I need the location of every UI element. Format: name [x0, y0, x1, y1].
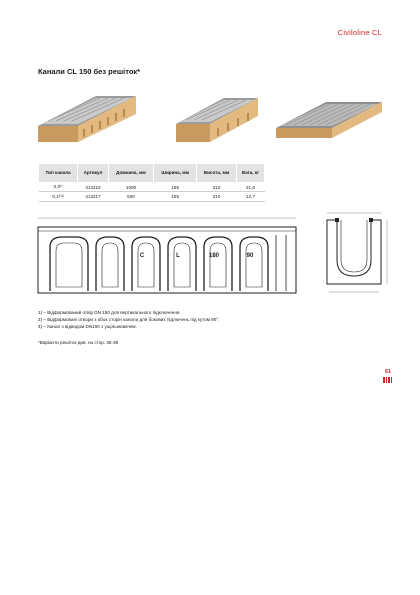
col-width: Ширина, мм	[154, 164, 197, 183]
page-marker	[383, 377, 392, 383]
product-images	[36, 88, 386, 148]
table-header-row	[39, 164, 265, 183]
cell-height: 210	[197, 183, 237, 192]
spec-table	[38, 163, 265, 202]
page-marker-bar	[386, 377, 388, 383]
footnote-2: 2) – Відформовані отвори з обох сторін канала для бокових підлючень під кутом 90°.	[38, 317, 220, 323]
cell-height: 210	[197, 192, 237, 201]
cell-length: 1000	[108, 183, 154, 192]
channel-image-grate	[276, 102, 382, 138]
cell-width: 185	[154, 183, 197, 192]
col-length: Довжина, мм	[108, 164, 154, 183]
cell-article: 413217	[78, 192, 108, 201]
channel-image-500	[176, 98, 258, 142]
cross-section-drawing	[319, 210, 389, 294]
table-row	[39, 192, 265, 201]
cell-length: 500	[108, 192, 154, 201]
col-article: Артикул	[78, 164, 108, 183]
drawing-mark-90: 90	[246, 253, 254, 259]
cell-weight: 12,7	[236, 192, 264, 201]
drawing-mark-l: L	[176, 253, 180, 259]
page-marker-bar	[391, 377, 393, 383]
page-title: Канали CL 150 без решіток*	[38, 67, 141, 76]
brand-label: Civiloline CL	[337, 28, 382, 37]
cell-article: 413216	[78, 183, 108, 192]
page-marker-bar	[383, 377, 385, 383]
cell-type: 0,0¹⁾	[39, 183, 78, 192]
col-height: Висота, мм	[197, 164, 237, 183]
page-marker-bar	[388, 377, 390, 383]
channel-image-1000	[38, 96, 136, 142]
drawing-mark-180: 180	[208, 253, 220, 259]
col-type: Тип канала	[39, 164, 78, 183]
table-row	[39, 183, 265, 192]
footnote-1: 1) – Відформований отвір DN 150 для вертикального підключення.	[38, 310, 181, 315]
col-weight: Вага, кг	[236, 164, 264, 183]
cell-type: 0,1²⁾³⁾	[39, 192, 78, 201]
footnotes	[38, 309, 219, 330]
grate-variants-note: *Варіанти решіток див. на стор. 36-39	[38, 340, 119, 345]
cell-weight: 21,6	[236, 183, 264, 192]
footnote-3: 4) – Канал з відводом DN100 з ущільнювачем.	[38, 324, 137, 330]
front-view-drawing	[36, 215, 298, 297]
cell-width: 185	[154, 192, 197, 201]
drawing-mark-c: C	[139, 253, 145, 259]
page-number: 61	[384, 369, 391, 375]
